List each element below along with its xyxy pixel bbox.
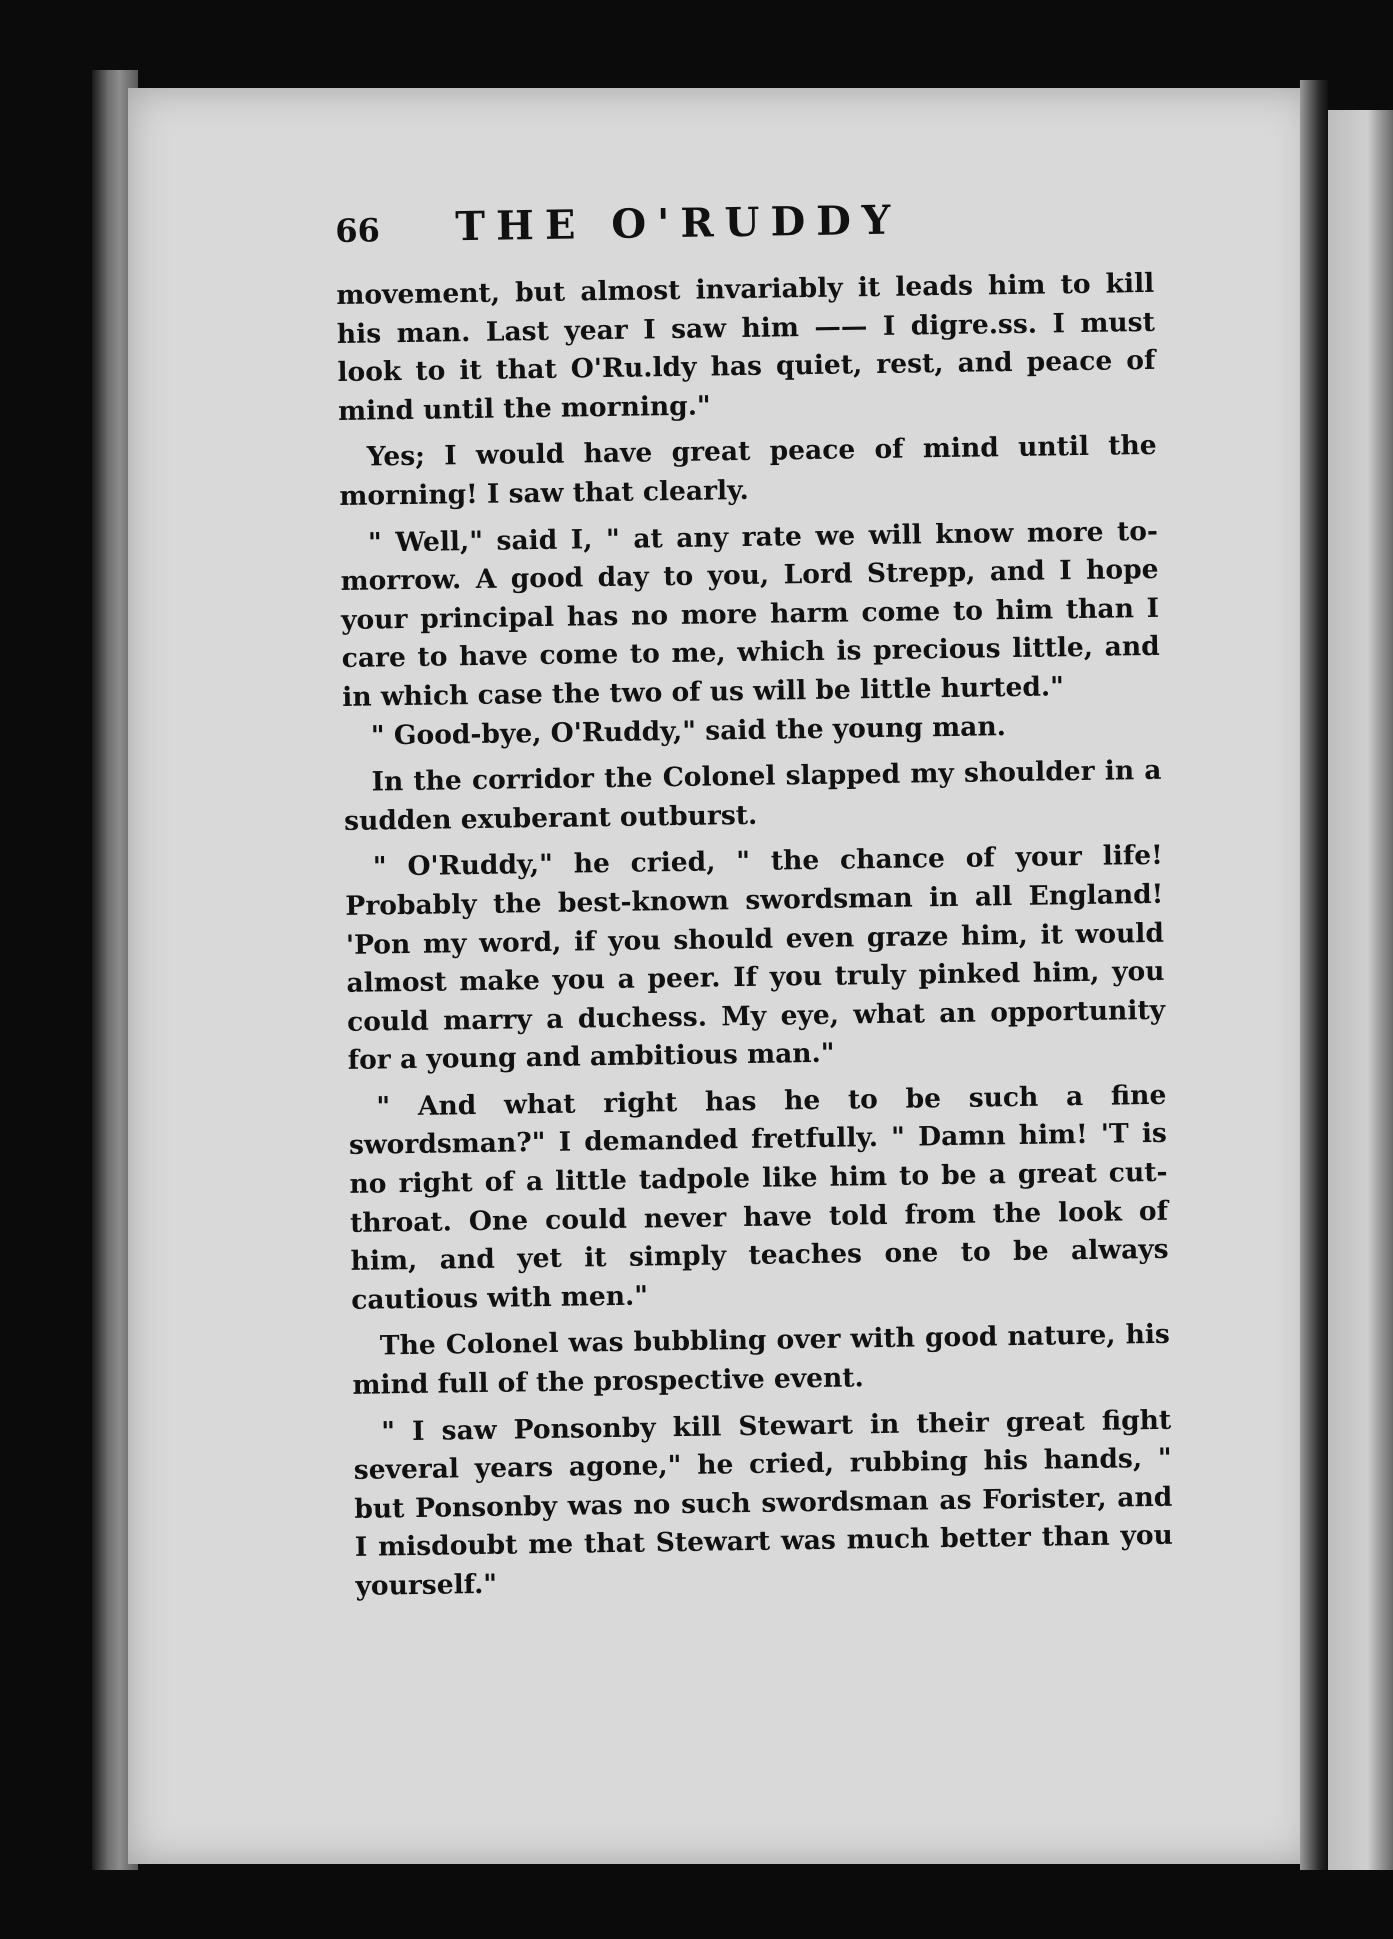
paragraph: Yes; I would have great peace of mind until the morning! I saw that clearly.	[339, 430, 1157, 512]
paragraph: " And what right has he to be such a fine swordsman?" I demanded fretfully. " Damn him! 'T is no right of a little tadpole like him to be a great cut-throat. One could never have told from the look of him, and yet it simply teaches one to be always cautious with men."	[348, 1079, 1169, 1316]
running-title: THE O'RUDDY	[454, 196, 902, 251]
paragraph: " Good-bye, O'Ruddy," said the young man.	[370, 710, 1007, 752]
running-head	[335, 193, 1154, 275]
body-text	[336, 265, 1174, 1607]
page-number: 66	[335, 211, 381, 250]
paragraph: movement, but almost invariably it leads him to kill his man. Last year I saw him —— I digre.ss. I must look to it that O'Ru.ldy has quiet, rest, and peace of mind until the morning."	[336, 267, 1156, 427]
page-text-block	[335, 193, 1174, 1607]
paragraph: " O'Ruddy," he cried, " the chance of your life! Probably the best-known swordsman in all England! 'Pon my word, if you should even graze him, it would almost make you a peer. If you truly pinked him, you could marry a duchess. My eye, what an opportunity for a young and ambitious man."	[345, 840, 1166, 1077]
page-fold-shadow	[1300, 80, 1328, 1870]
paragraph: " I saw Ponsonby kill Stewart in their great fight several years agone," he cried, rubbing his hands, " but Ponsonby was no such swordsman as Forister, and I misdoubt me that Stewart was much better than you yourself."	[353, 1404, 1174, 1602]
paragraph: In the corridor the Colonel slapped my shoulder in a sudden exuberant outburst.	[343, 754, 1162, 837]
paragraph: The Colonel was bubbling over with good nature, his mind full of the prospective event.	[352, 1319, 1171, 1401]
adjacent-page-edge	[1328, 110, 1393, 1870]
paragraph: " Well," said I, " at any rate we will know more to-morrow. A good day to you, Lord Strepp, and I hope your principal has no more harm come to him than I care to have come to me, which is precious little, and in which case the two of us will be little hurted."	[340, 515, 1160, 713]
